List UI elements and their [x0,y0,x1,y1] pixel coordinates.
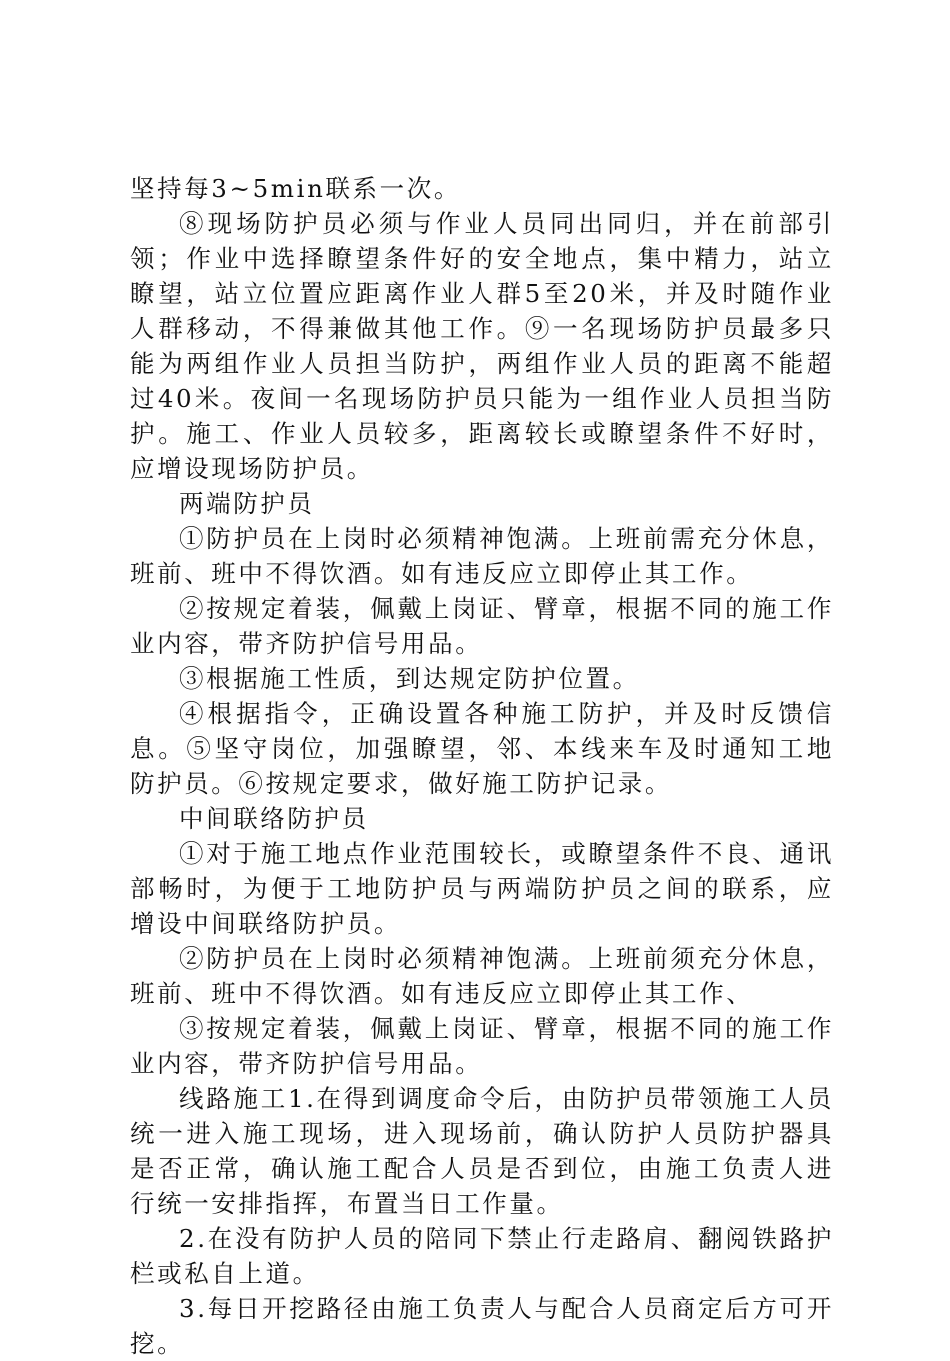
section-heading-end-guards: 两端防护员 [179,489,315,518]
section-heading-liaison-guards: 中间联络防护员 [179,804,369,833]
paragraph-9: ①对于施工地点作业范围较长，或瞭望条件不良、通讯部畅时，为便于工地防护员与两端防护员之间的联系，应增设中间联络防护员。 [130,839,834,938]
paragraph-10: ②防护员在上岗时必须精神饱满。上班前须充分休息，班前、班中不得饮酒。如有违反应立即停止其工作、 [130,944,834,1008]
paragraph-4: ①防护员在上岗时必须精神饱满。上班前需充分休息，班前、班中不得饮酒。如有违反应立即停止其工作。 [130,524,834,588]
paragraph-5: ②按规定着装，佩戴上岗证、臂章，根据不同的施工作业内容，带齐防护信号用品。 [130,594,834,658]
paragraph-1: 坚持每3~5min联系一次。 [130,174,461,203]
document-body [130,171,834,1361]
paragraph-11: ③按规定着装，佩戴上岗证、臂章，根据不同的施工作业内容，带齐防护信号用品。 [130,1014,834,1078]
paragraph-14: 3.每日开挖路径由施工负责人与配合人员商定后方可开挖。 [130,1294,834,1358]
paragraph-2: ⑧现场防护员必须与作业人员同出同归，并在前部引领；作业中选择瞭望条件好的安全地点，集中精力，站立瞭望，站立位置应距离作业人群5至20米，并及时随作业人群移动，不得兼做其他工作。⑨一名现场防护员最多只能为两组作业人员担当防护，两组作业人员的距离不能超过40米。夜间一名现场防护员只能为一组作业人员担当防护。施工、作业人员较多，距离较长或瞭望条件不好时，应增设现场防护员。 [130,209,834,483]
paragraph-12: 线路施工1.在得到调度命令后，由防护员带领施工人员统一进入施工现场，进入现场前，确认防护人员防护器具是否正常，确认施工配合人员是否到位，由施工负责人进行统一安排指挥，布置当日工作量。 [130,1084,834,1218]
paragraph-7: ④根据指令，正确设置各种施工防护，并及时反馈信息。⑤坚守岗位，加强瞭望，邻、本线来车及时通知工地防护员。⑥按规定要求，做好施工防护记录。 [130,699,834,798]
paragraph-6: ③根据施工性质，到达规定防护位置。 [179,664,640,693]
paragraph-13: 2.在没有防护人员的陪同下禁止行走路肩、翻阅铁路护栏或私自上道。 [130,1224,834,1288]
